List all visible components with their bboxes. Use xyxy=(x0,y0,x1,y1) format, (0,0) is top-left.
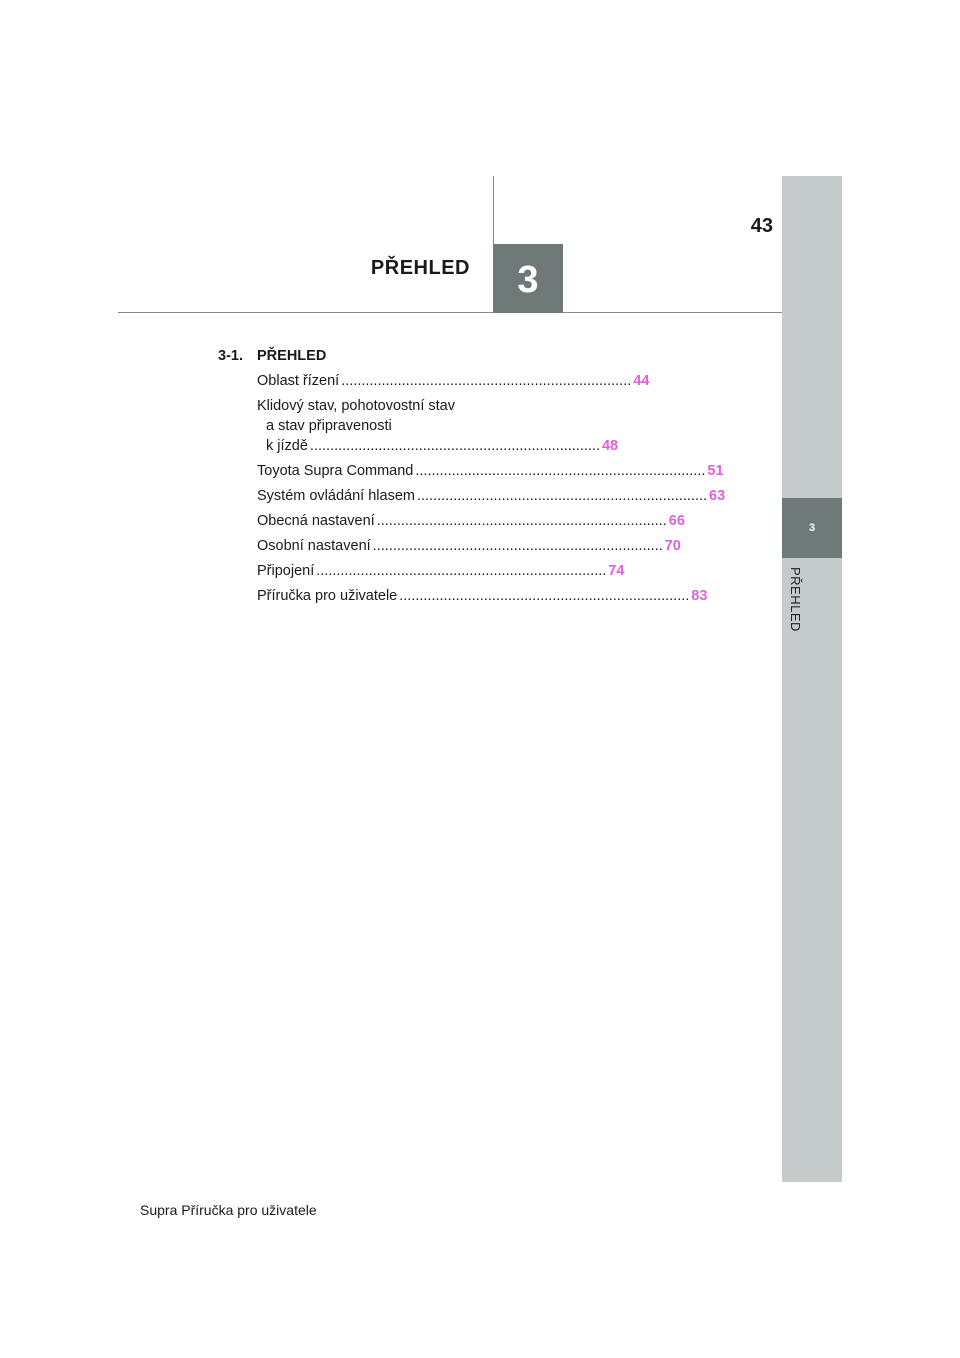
toc-leader-dots: ........................................................................ xyxy=(416,488,708,504)
toc-section-title: PŘEHLED xyxy=(257,348,327,364)
table-of-contents xyxy=(212,346,726,606)
toc-section-heading xyxy=(212,346,472,366)
toc-leader-dots: ........................................................................ xyxy=(376,513,667,529)
toc-entry-oblast-rizeni[interactable] xyxy=(257,371,650,391)
toc-entry-label: Klidový stav, pohotovostní stav xyxy=(257,398,456,414)
toc-entry-label-continued: a stav připravenosti xyxy=(266,418,392,434)
header-divider-horizontal xyxy=(118,312,782,313)
toc-entry-obecna-nastaveni[interactable] xyxy=(257,511,685,531)
toc-section-number: 3-1. xyxy=(218,348,243,364)
toc-entry-label: Připojení xyxy=(257,563,315,579)
side-tab-number: 3 xyxy=(808,522,816,534)
toc-leader-dots: ........................................................................ xyxy=(399,588,690,604)
toc-leader-dots: ........................................................................ xyxy=(372,538,663,554)
toc-entry-page-link[interactable]: 74 xyxy=(608,563,625,579)
chapter-title: PŘEHLED xyxy=(370,257,470,279)
toc-entry-page-link[interactable]: 51 xyxy=(707,463,724,479)
toc-entry-ovladani-hlasem[interactable] xyxy=(257,486,726,506)
toc-leader-dots: ........................................................................ xyxy=(309,438,600,454)
side-tab-label: PŘEHLED xyxy=(788,567,803,632)
toc-entry-page-link[interactable]: 44 xyxy=(633,373,650,389)
toc-leader-dots: ........................................................................ xyxy=(341,373,632,389)
toc-entry-label: Oblast řízení xyxy=(257,373,340,389)
toc-entry-page-link[interactable]: 48 xyxy=(601,438,619,454)
toc-entry-page-link[interactable]: 70 xyxy=(664,538,681,554)
toc-entry-page-link[interactable]: 63 xyxy=(709,488,726,504)
toc-entry-page-link[interactable]: 66 xyxy=(668,513,685,529)
toc-entry-label-continued: k jízdě xyxy=(266,438,308,454)
page-number: 43 xyxy=(750,215,773,237)
toc-entry-label: Systém ovládání hlasem xyxy=(257,488,415,504)
toc-entry-pripojeni[interactable] xyxy=(257,561,625,581)
toc-entry-label: Obecná nastavení xyxy=(257,513,375,529)
side-chapter-tab[interactable] xyxy=(782,498,842,558)
toc-entry-label: Příručka pro uživatele xyxy=(257,588,398,604)
toc-entry-prirucka[interactable] xyxy=(257,586,708,606)
chapter-number: 3 xyxy=(517,259,539,301)
toc-entry-supra-command[interactable] xyxy=(257,461,724,481)
toc-entry-label: Osobní nastavení xyxy=(257,538,371,554)
side-strip xyxy=(782,176,842,1182)
toc-leader-dots: ........................................................................ xyxy=(415,463,706,479)
toc-entry-label: Toyota Supra Command xyxy=(257,463,414,479)
header-divider-vertical xyxy=(493,176,494,244)
toc-entry-page-link[interactable]: 83 xyxy=(691,588,708,604)
toc-entry-osobni-nastaveni[interactable] xyxy=(257,536,681,556)
toc-entry-klidovy-stav[interactable] xyxy=(257,396,619,456)
chapter-box xyxy=(493,244,563,313)
toc-leader-dots: ........................................................................ xyxy=(316,563,607,579)
page-footer: Supra Příručka pro uživatele xyxy=(140,1202,317,1218)
